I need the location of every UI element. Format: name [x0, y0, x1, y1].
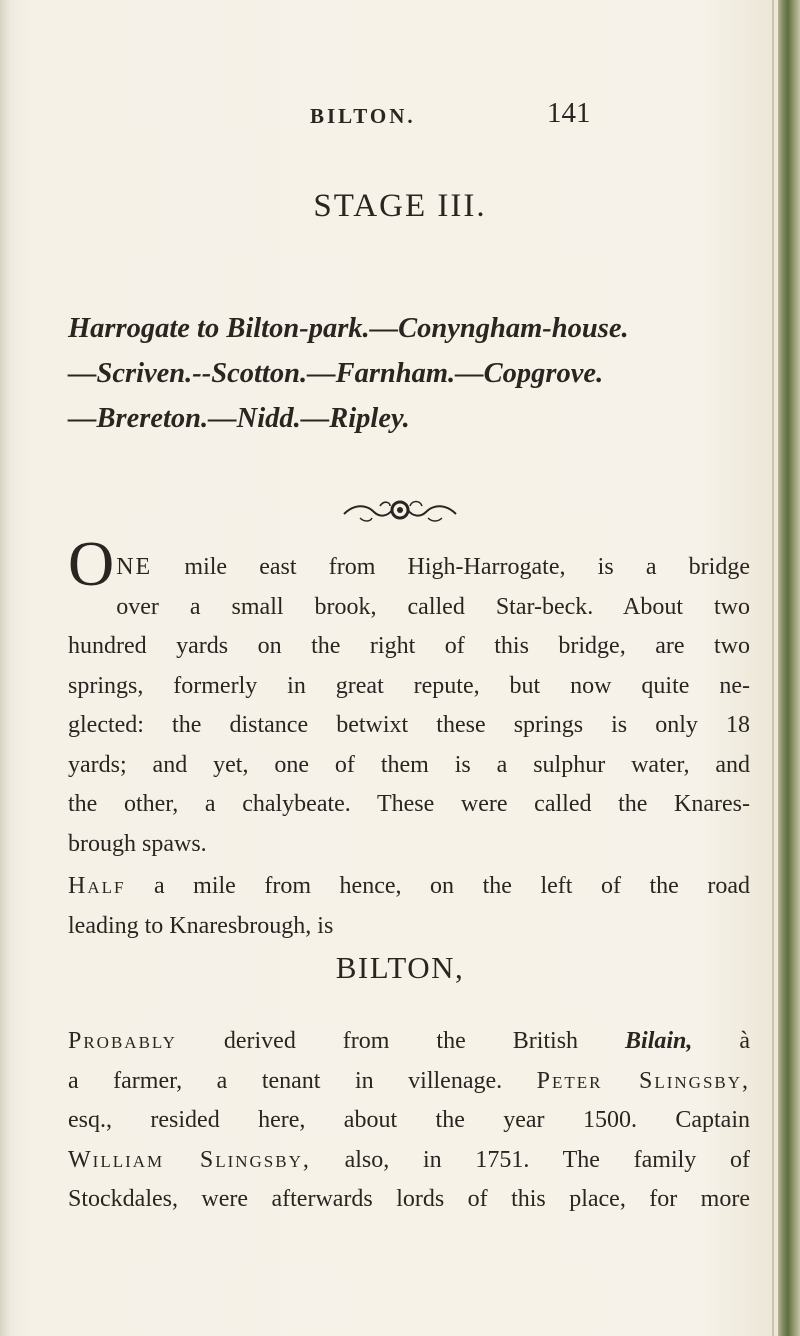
- paragraph-line: glected: the distance betwixt these springs is only 18: [68, 712, 750, 738]
- paragraph-line: leading to Knaresbrough, is: [68, 912, 334, 939]
- paragraph-bilton: [68, 1022, 750, 1220]
- paragraph-line: [68, 867, 750, 907]
- line-text: also, in 1751. The family of: [310, 1146, 750, 1173]
- paragraph-line: yards; and yet, one of them is a sulphur water, and: [68, 751, 750, 778]
- page-number: 141: [547, 97, 591, 129]
- person-name: William Slingsby,: [68, 1146, 311, 1173]
- paragraph-line: [68, 1141, 750, 1181]
- paragraph-line: the other, a chalybeate. These were called the Knares-: [68, 791, 750, 817]
- subtitle-line: —Scriven.--Scotton.—Farnham.—Copgrove.: [68, 358, 604, 389]
- paragraph-line: springs, formerly in great repute, but now quite ne-: [68, 672, 750, 699]
- line-text: a farmer, a tenant in villenage.: [68, 1067, 537, 1094]
- running-head-title: BILTON.: [310, 104, 416, 128]
- person-name: Peter Slingsby,: [536, 1067, 751, 1094]
- fleuron-ornament-icon: [340, 496, 460, 529]
- line-text: mile east from High-Harrogate, is a bridge: [152, 554, 750, 580]
- section-heading-bilton: BILTON,: [335, 950, 465, 985]
- line-text: à: [692, 1028, 750, 1054]
- lead-word: Probably: [68, 1028, 177, 1054]
- paragraph-line: brough spaws.: [68, 830, 207, 857]
- running-head: [0, 90, 800, 130]
- paragraph-half-mile: [68, 867, 750, 946]
- stage-title: STAGE III.: [313, 188, 487, 224]
- paragraph-star-beck: [68, 528, 750, 864]
- paragraph-line: [68, 1062, 750, 1102]
- line-text: derived from the British: [176, 1028, 626, 1054]
- lead-word: NE: [116, 554, 153, 580]
- paragraph-line: Stockdales, were afterwards lords of this place, for more: [68, 1186, 750, 1212]
- paragraph-line: [68, 548, 750, 588]
- lead-word: Half: [68, 873, 126, 899]
- line-text: a mile from hence, on the left of the road: [125, 873, 750, 899]
- italic-word: Bilain,: [625, 1028, 693, 1054]
- paragraph-line: [68, 1022, 750, 1062]
- paragraph-line: over a small brook, called Star-beck. About two: [116, 593, 750, 620]
- drop-cap: O: [68, 528, 115, 599]
- subtitle-line: Harrogate to Bilton-park.—Conyngham-house.: [68, 313, 629, 344]
- subtitle-line: —Brereton.—Nidd.—Ripley.: [68, 403, 410, 434]
- stage-subtitle: [68, 306, 748, 441]
- paragraph-line: esq., resided here, about the year 1500. Captain: [68, 1107, 750, 1133]
- paragraph-line: hundred yards on the right of this bridge, are two: [68, 633, 750, 659]
